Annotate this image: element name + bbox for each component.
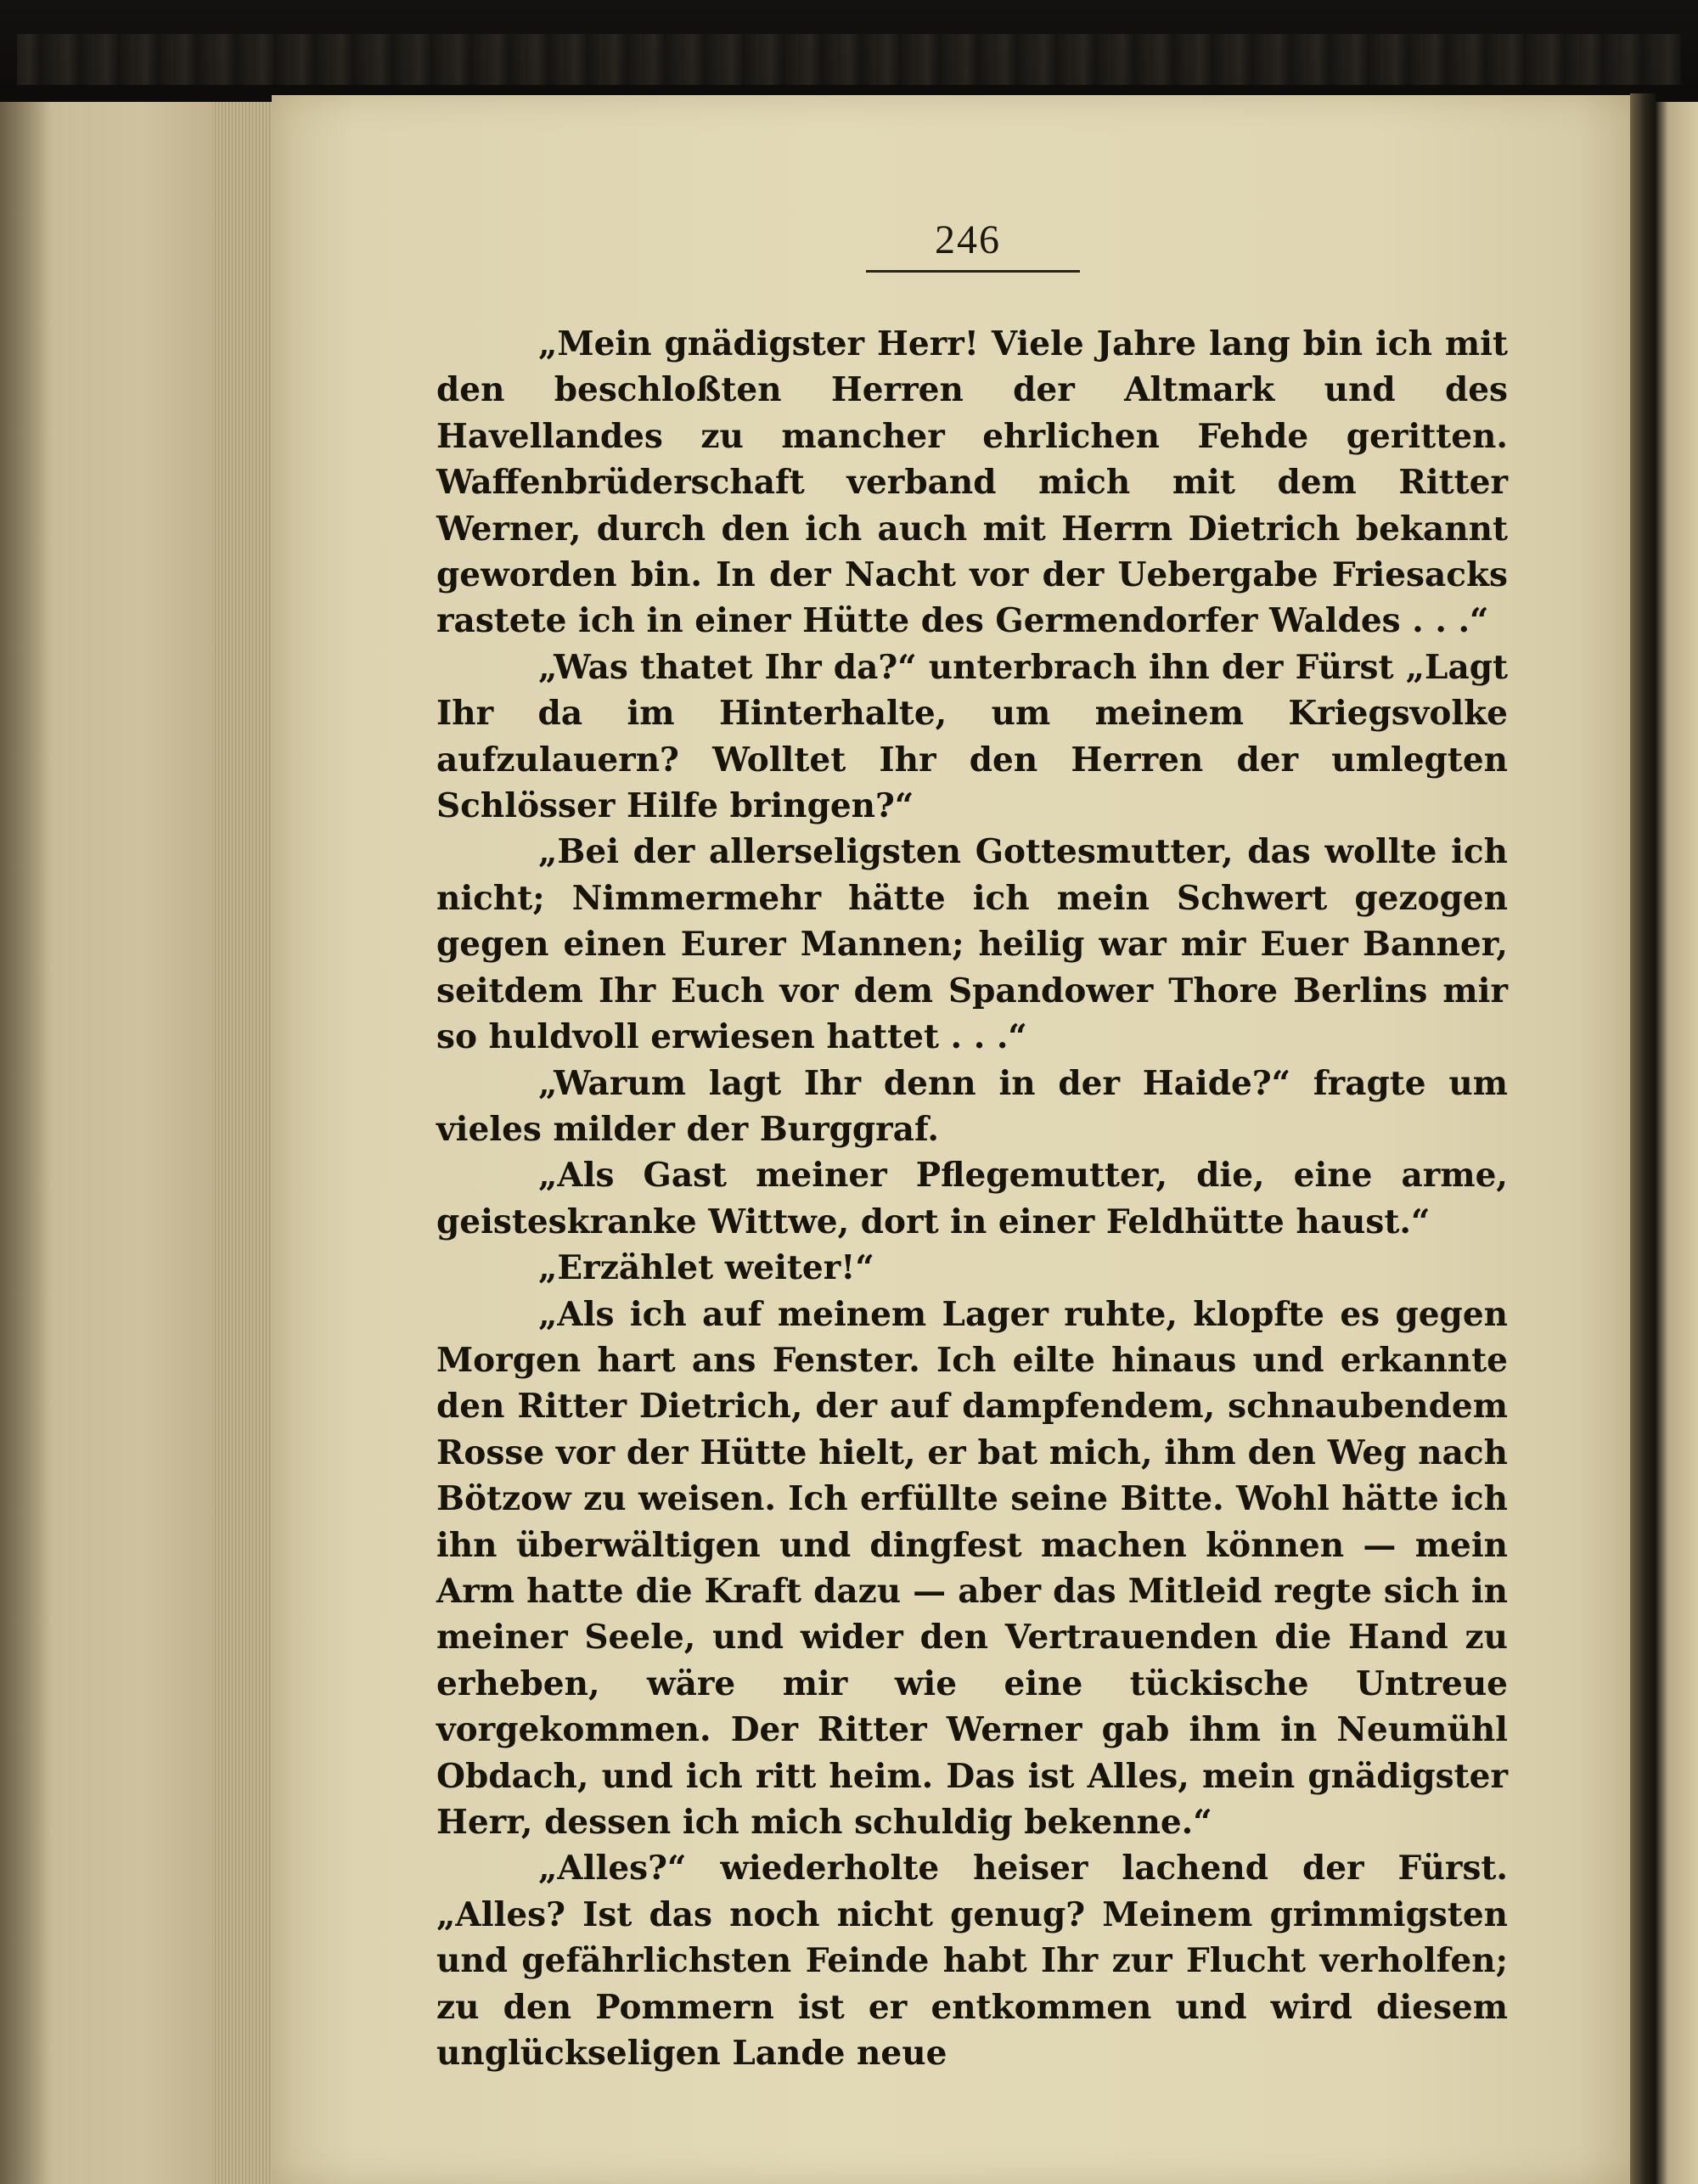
page-edges [212, 102, 280, 2184]
paragraph: „Erzählet weiter!“ [538, 1248, 874, 1288]
paragraph: „Bei der allerseligsten Gottesmutter, das wollte ich nicht; Nimmermehr hätte ich mein Schwert gezogen gegen einen Eurer Mannen; heilig war mir Euer Banner, seitdem Ihr Euch vor dem Spandower Thore Berlins mir so huldvoll erwiesen hattet . . .“ [436, 832, 1508, 1057]
paragraph: „Mein gnädigster Herr! Viele Jahre lang bin ich mit den beschloßten Herren der Altmark und des Havellandes zu mancher ehrlichen Fehde geritten. Waffenbrüderschaft verband mich mit dem Ritter Werner, durch den ich auch mit Herrn Dietrich bekannt geworden bin. In der Nacht vor der Uebergabe Friesacks rastete ich in einer Hütte des Germendorfer Waldes . . .“ [436, 324, 1508, 641]
header-rule [866, 270, 1080, 273]
book-gutter [1630, 93, 1656, 2184]
background-cloth [0, 0, 1698, 110]
facing-page-edge [1656, 102, 1698, 2184]
paragraph: „Warum lagt Ihr denn in der Haide?“ fragte um vieles milder der Burggraf. [436, 1063, 1508, 1149]
page-number: 246 [935, 217, 1001, 262]
paragraph: „Was thatet Ihr da?“ unterbrach ihn der Fürst „Lagt Ihr da im Hinterhalte, um meinem Kriegsvolke aufzulauern? Wolltet Ihr den Herren der umlegten Schlösser Hilfe bringen?“ [436, 647, 1508, 826]
paragraph: „Als ich auf meinem Lager ruhte, klopfte es gegen Morgen hart ans Fenster. Ich eilte hinaus und erkannte den Ritter Dietrich, der auf dampfendem, schnaubendem Rosse vor der Hütte hielt, er bat mich, ihm den Weg nach Bötzow zu weisen. Ich erfüllte seine Bitte. Wohl hätte ich ihn überwältigen und dingfest machen können — mein Arm hatte die Kraft dazu — aber das Mitleid regte sich in meiner Seele, und wider den Vertrauenden die Hand zu erheben, wäre mir wie eine tückische Untreue vorgekommen. Der Ritter Werner gab ihm in Neumühl Obdach, und ich ritt heim. Das ist Alles, mein gnädigster Herr, dessen ich mich schuldig bekenne.“ [436, 1294, 1508, 1842]
page-body-text [436, 321, 1508, 2076]
paragraph: „Als Gast meiner Pflegemutter, die, eine arme, geisteskranke Wittwe, dort in einer Feldhütte haust.“ [436, 1156, 1508, 1241]
stacked-page-edges [0, 102, 280, 2184]
page-block-shadow [0, 102, 51, 2184]
cloth-pattern [17, 34, 1681, 85]
paragraph: „Alles?“ wiederholte heiser lachend der Fürst. „Alles? Ist das noch nicht genug? Meinem grimmigsten und gefährlichsten Feinde habt Ihr zur Flucht verholfen; zu den Pommern ist er entkommen und wird diesem unglückseligen Lande neue [436, 1849, 1508, 2074]
